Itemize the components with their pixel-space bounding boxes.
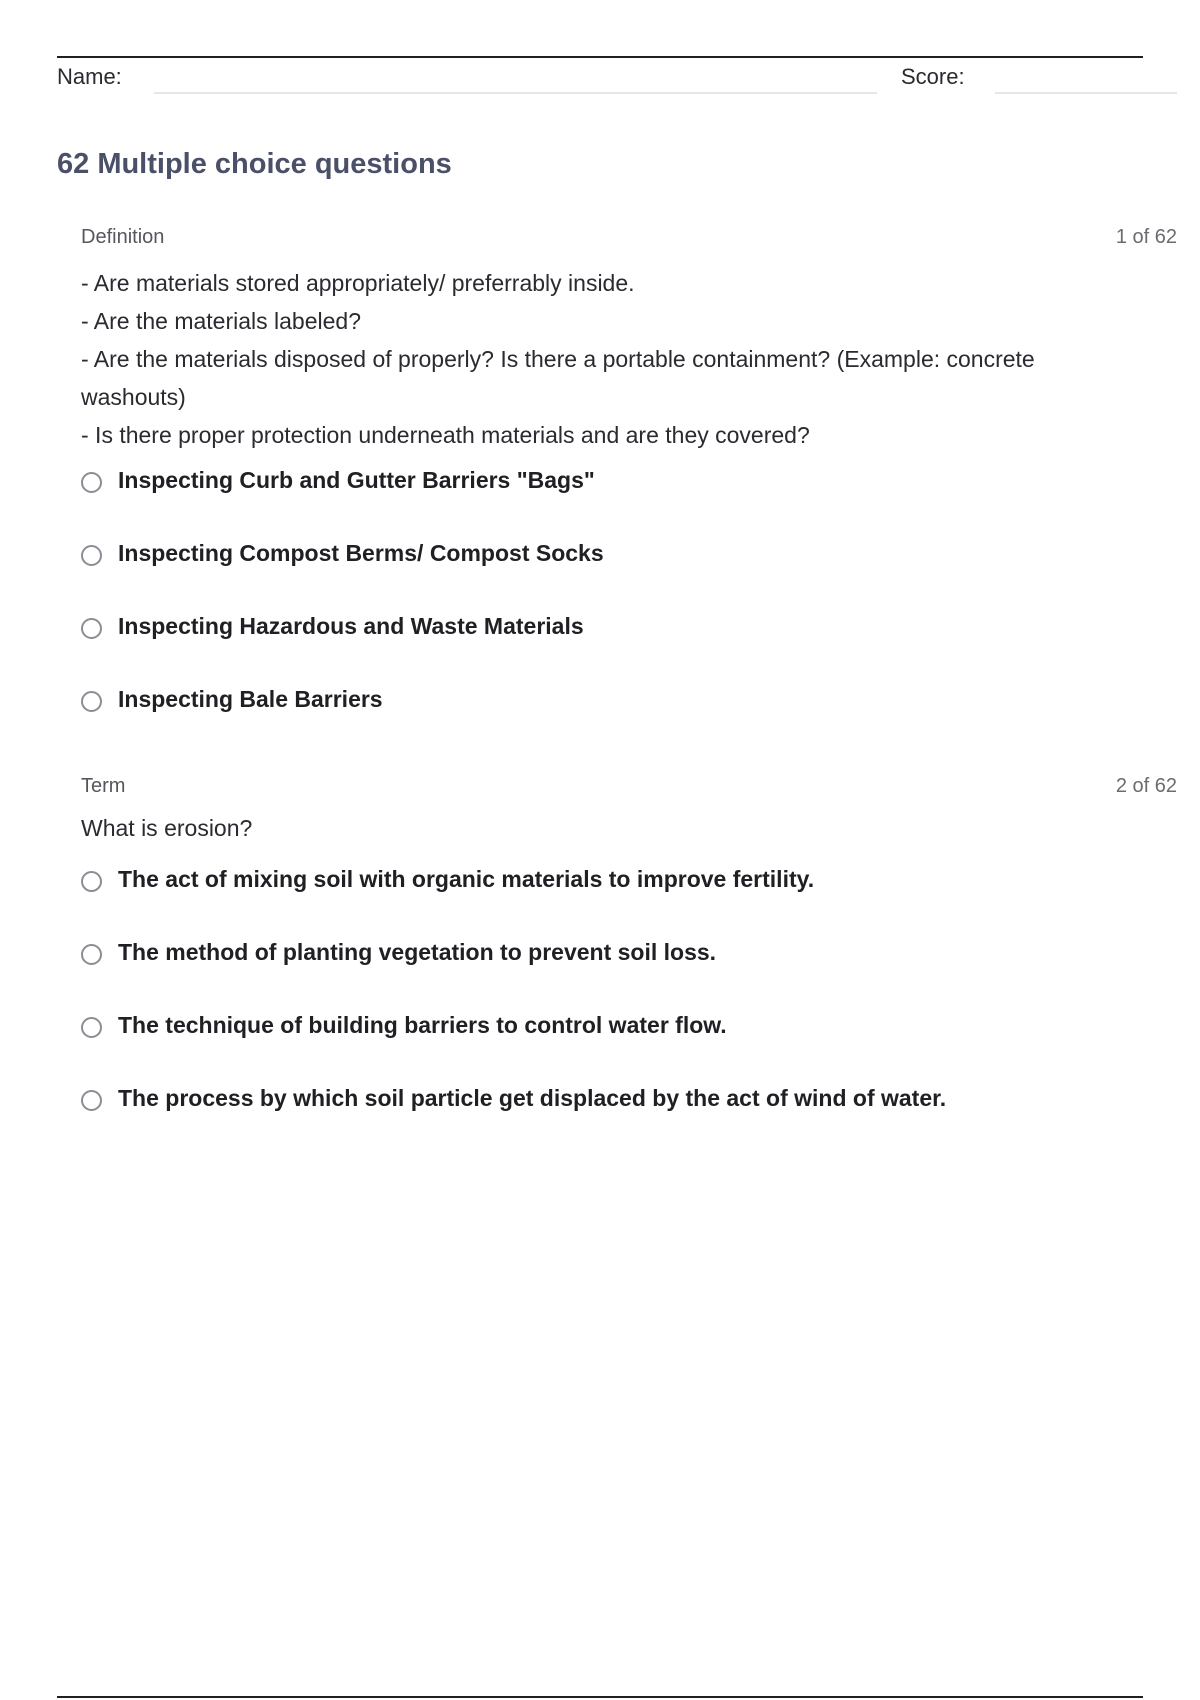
name-label: Name: — [57, 64, 122, 89]
answer-option[interactable] — [81, 938, 1177, 1011]
prompt-line: - Is there proper protection underneath materials and are they covered? — [81, 422, 810, 448]
question-header — [81, 224, 1177, 254]
option-label: Inspecting Bale Barriers — [118, 686, 383, 712]
option-label: The process by which soil particle get displaced by the act of wind of water. — [118, 1085, 947, 1111]
question-counter: 2 of 62 — [1115, 775, 1177, 797]
answer-option[interactable] — [81, 865, 1177, 938]
radio-button[interactable] — [81, 944, 102, 965]
answer-options — [81, 466, 1177, 758]
radio-button[interactable] — [81, 1017, 102, 1038]
answer-option[interactable] — [81, 466, 1177, 539]
score-label: Score: — [901, 64, 965, 89]
option-label: Inspecting Curb and Gutter Barriers "Bags" — [118, 467, 595, 493]
option-label: The method of planting vegetation to prevent soil loss. — [118, 939, 717, 965]
question-card — [81, 224, 1177, 758]
answer-options — [81, 865, 1177, 1157]
answer-option[interactable] — [81, 539, 1177, 612]
radio-button[interactable] — [81, 1090, 102, 1111]
radio-button[interactable] — [81, 691, 102, 712]
answer-option[interactable] — [81, 685, 1177, 758]
question-counter: 1 of 62 — [1115, 226, 1177, 248]
question-header — [81, 773, 1177, 803]
prompt-line: What is erosion? — [81, 815, 253, 841]
worksheet-header — [57, 62, 1177, 98]
top-divider — [57, 56, 1143, 58]
section-title: 62 Multiple choice questions — [57, 148, 452, 180]
bottom-divider — [57, 1696, 1143, 1698]
prompt-line: - Are the materials labeled? — [81, 308, 361, 334]
score-field[interactable] — [995, 92, 1177, 94]
name-field[interactable] — [154, 92, 877, 94]
question-card — [81, 773, 1177, 1157]
answer-option[interactable] — [81, 1084, 1177, 1157]
question-type: Term — [81, 775, 126, 797]
option-label: The technique of building barriers to control water flow. — [118, 1012, 727, 1038]
radio-button[interactable] — [81, 472, 102, 493]
radio-button[interactable] — [81, 871, 102, 892]
option-label: Inspecting Hazardous and Waste Materials — [118, 613, 584, 639]
answer-option[interactable] — [81, 1011, 1177, 1084]
prompt-line: - Are the materials disposed of properly? Is there a portable containment? (Example: concrete washouts) — [81, 346, 1035, 410]
radio-button[interactable] — [81, 545, 102, 566]
question-prompt — [81, 264, 1177, 454]
radio-button[interactable] — [81, 618, 102, 639]
prompt-line: - Are materials stored appropriately/ preferrably inside. — [81, 270, 635, 296]
question-prompt — [81, 809, 1177, 847]
option-label: The act of mixing soil with organic materials to improve fertility. — [118, 866, 815, 892]
option-label: Inspecting Compost Berms/ Compost Socks — [118, 540, 604, 566]
question-type: Definition — [81, 226, 165, 248]
answer-option[interactable] — [81, 612, 1177, 685]
